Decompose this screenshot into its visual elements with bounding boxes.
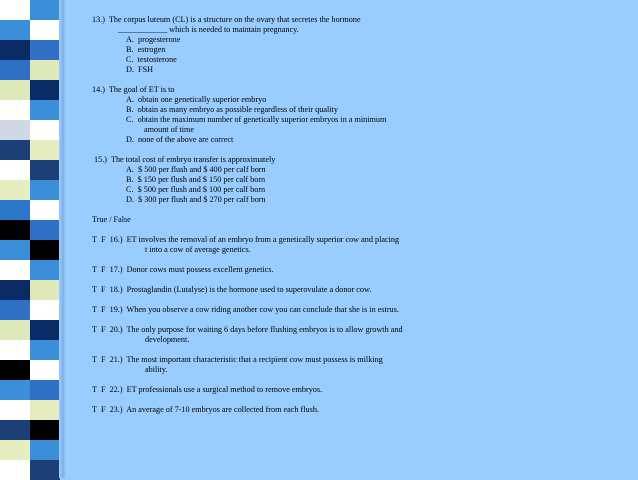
q17-text: T F 17.) Donor cows must possess excellent genetics. [92,265,274,274]
stripe-block [0,0,60,20]
q14-option-d: D. none of the above are correct [126,135,234,144]
true-false-heading: True / False [92,215,131,224]
stripe-block [0,220,60,240]
q20-text-cont: development. [145,335,190,344]
q14-option-a: A. obtain one genetically superior embryo [126,95,267,104]
q21-text-cont: ability. [145,365,168,374]
q15-option-d: D. $ 300 per flush and $ 270 per calf born [126,195,266,204]
stripe-block [0,420,60,440]
stripe-block [0,80,60,100]
stripe-block [0,240,60,260]
stripe-block [0,160,60,180]
q22-text: T F 22.) ET professionals use a surgical method to remove embryos. [92,385,323,394]
stripe-divider [59,0,67,478]
q20-text: T F 20.) The only purpose for waiting 6 days before flushing embryos is to allow growth and [92,325,403,334]
stripe-block [0,20,60,40]
q18-text: T F 18.) Prostaglandin (Lutalyse) is the hormone used to superovulate a donor cow. [92,285,372,294]
q15-option-b: B. $ 150 per flush and $ 150 per calf born [126,175,266,184]
q13-option-a: A. progesterone [126,35,181,44]
stripe-block [0,280,60,300]
stripe-block [0,60,60,80]
q14-option-b: B. obtain as many embryo as possible regardless of their quality [126,105,338,114]
stripe-block [0,40,60,60]
q13-option-b: B. estrogen [126,45,166,54]
stripe-block [0,380,60,400]
stripe-block [0,400,60,420]
stripe-block [0,360,60,380]
stripe-block [0,440,60,460]
stripe-block [0,180,60,200]
quiz-content [92,15,632,415]
q14-stem: 14.) The goal of ET is to [92,85,175,94]
stripe-block [0,340,60,360]
q14-option-c: C. obtain the maximum number of genetically superior embryos in a minimum [126,115,387,124]
q13-option-c: C. testosterone [126,55,177,64]
q13-option-d: D. FSH [126,65,154,74]
decorative-stripe-bar [0,0,60,478]
stripe-block [0,120,60,140]
stripe-block [0,260,60,280]
q14-option-c-cont: amount of time [144,125,195,134]
stripe-block [0,100,60,120]
q21-text: T F 21.) The most important characteristic that a recipient cow must possess is milking [92,355,383,364]
q23-text: T F 23.) An average of 7-10 embryos are collected from each flush. [92,405,319,414]
stripe-block [0,460,60,480]
q15-option-a: A. $ 500 per flush and $ 400 per calf born [126,165,266,174]
q15-stem: 15.) The total cost of embryo transfer is approximately [92,155,276,164]
q13-stem-cont: ____________ which is needed to maintain pregnancy. [118,25,299,34]
q13-stem: 13.) The corpus luteum (CL) is a structure on the ovary that secretes the hormone [92,15,361,24]
q15-option-c: C. $ 500 per flush and $ 100 per calf born [126,185,266,194]
q16-text: T F 16.) ET involves the removal of an embryo from a genetically superior cow and placing [92,235,400,244]
q16-text-cont: t into a cow of average genetics. [145,245,251,254]
stripe-block [0,300,60,320]
stripe-block [0,200,60,220]
stripe-block [0,140,60,160]
stripe-block [0,320,60,340]
q19-text: T F 19.) When you observe a cow riding another cow you can conclude that she is in estrus. [92,305,399,314]
